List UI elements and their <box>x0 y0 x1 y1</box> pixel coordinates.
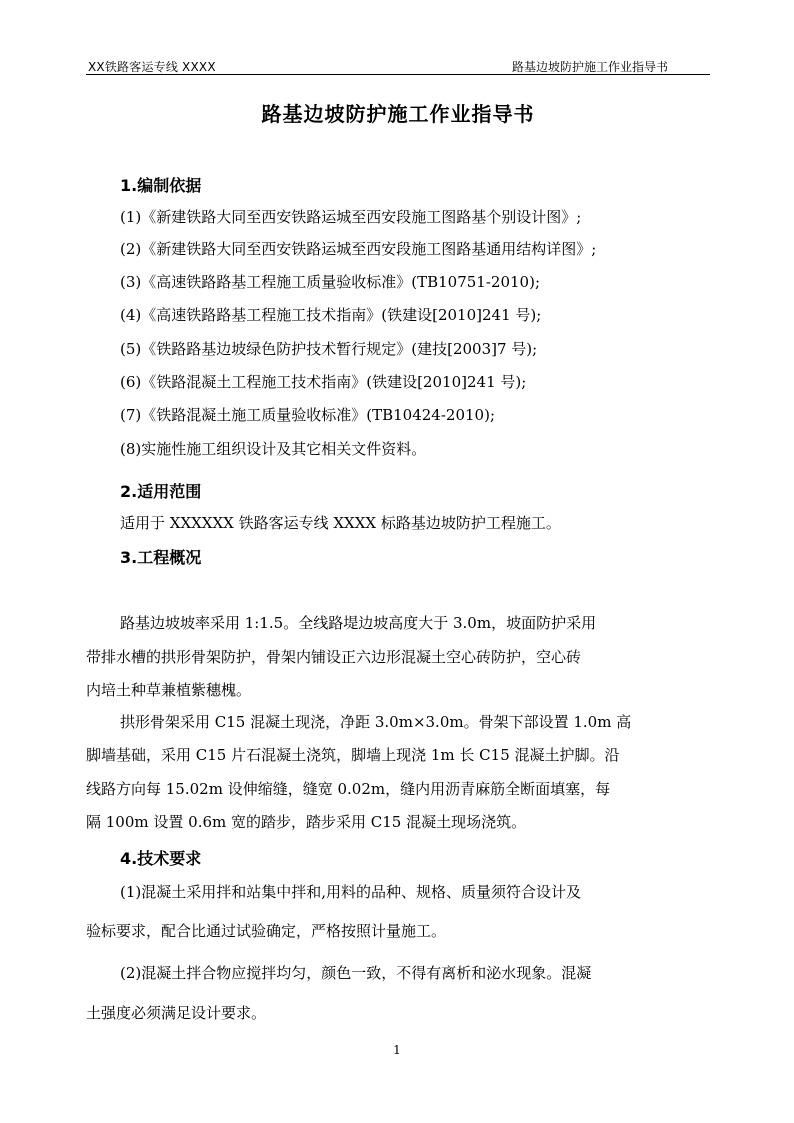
requirement-line: 土强度必须满足设计要求。 <box>86 1004 267 1022</box>
overview-paragraph-line: 线路方向每 15.02m 设伸缩缝，缝宽 0.02m，缝内用沥青麻筋全断面填塞，每 <box>86 780 611 798</box>
section-heading-scope: 2.适用范围 <box>120 482 202 501</box>
requirement-line: (1)混凝土采用拌和站集中拌和,用料的品种、规格、质量须符合设计及 <box>120 883 582 901</box>
overview-paragraph-line: 带排水槽的拱形骨架防护，骨架内铺设正六边形混凝土空心砖防护，空心砖 <box>86 648 582 666</box>
basis-item: (8)实施性施工组织设计及其它相关文件资料。 <box>120 440 427 458</box>
basis-item: (3)《高速铁路路基工程施工质量验收标准》(TB10751-2010); <box>120 273 540 291</box>
overview-paragraph-line: 内培土种草兼植紫穗槐。 <box>86 681 252 699</box>
section-heading-overview: 3.工程概况 <box>120 548 202 567</box>
section-heading-basis: 1.编制依据 <box>120 176 202 195</box>
requirement-line: 验标要求，配合比通过试验确定，严格按照计量施工。 <box>86 922 447 940</box>
page-number: 1 <box>393 1043 401 1057</box>
overview-paragraph-line: 拱形骨架采用 C15 混凝土现浇，净距 3.0m×3.0m。骨架下部设置 1.0m 高 <box>120 713 632 731</box>
header-right-text: 路基边坡防护施工作业指导书 <box>511 60 668 74</box>
scope-text: 适用于 XXXXXX 铁路客运专线 XXXX 标路基边坡防护工程施工。 <box>120 514 561 532</box>
overview-paragraph-line: 路基边坡坡率采用 1:1.5。全线路堤边坡高度大于 3.0m，坡面防护采用 <box>120 614 597 632</box>
requirement-line: (2)混凝土拌合物应搅拌均匀，颜色一致，不得有离析和泌水现象。混凝 <box>120 964 592 982</box>
basis-item: (4)《高速铁路路基工程施工技术指南》(铁建设[2010]241 号); <box>120 306 542 324</box>
document-title: 路基边坡防护施工作业指导书 <box>261 102 535 126</box>
header-left-text: XX铁路客运专线 XXXX <box>88 60 216 74</box>
section-heading-requirements: 4.技术要求 <box>120 849 202 868</box>
basis-item: (1)《新建铁路大同至西安铁路运城至西安段施工图路基个别设计图》; <box>120 208 582 226</box>
overview-paragraph-line: 脚墙基础，采用 C15 片石混凝土浇筑，脚墙上现浇 1m 长 C15 混凝土护脚。沿 <box>86 746 620 764</box>
basis-item: (6)《铁路混凝土工程施工技术指南》(铁建设[2010]241 号); <box>120 373 527 391</box>
basis-item: (7)《铁路混凝土施工质量验收标准》(TB10424-2010); <box>120 406 495 424</box>
basis-item: (2)《新建铁路大同至西安铁路运城至西安段施工图路基通用结构详图》; <box>120 240 597 258</box>
header-divider <box>86 74 710 75</box>
basis-item: (5)《铁路路基边坡绿色防护技术暂行规定》(建技[2003]7 号); <box>120 340 538 358</box>
overview-paragraph-line: 隔 100m 设置 0.6m 宽的踏步，踏步采用 C15 混凝土现场浇筑。 <box>86 813 527 831</box>
